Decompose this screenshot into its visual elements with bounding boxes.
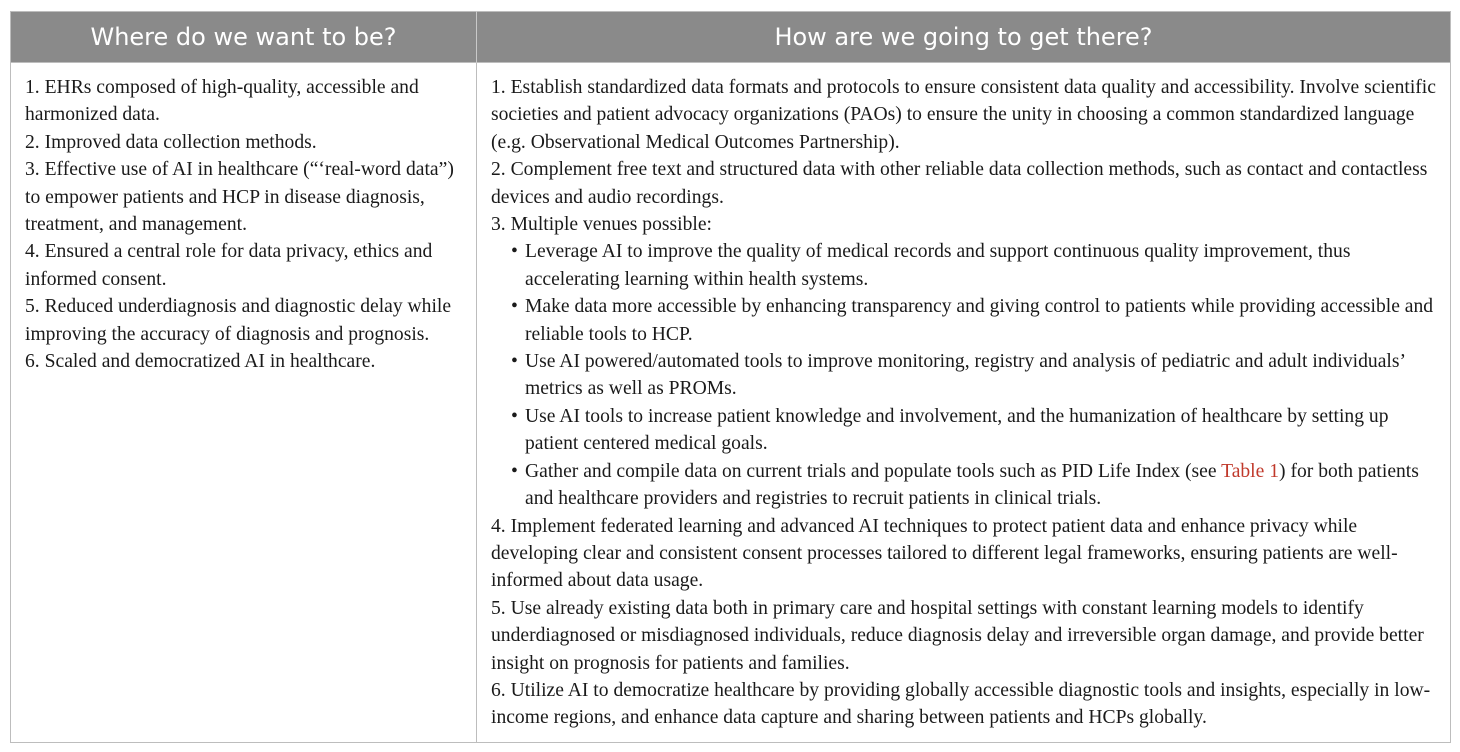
- action-item: 6. Utilize AI to democratize healthcare by providing globally accessible diagnostic tools and insights, especially in low-income regions, and enhance data capture and sharing between patients and HCPs globally.: [491, 679, 1431, 729]
- action-item: 1. Establish standardized data formats and protocols to ensure consistent data quality and accessibility. Involve scientific societies and patient advocacy organizations (PAOs) to ensure the unity in choosing a common standardized language (e.g. Observational Medical Outcomes Partnership).: [491, 77, 1436, 153]
- actions-cell: [477, 63, 1451, 743]
- venue-text: Use AI powered/automated tools to improve monitoring, registry and analysis of pediatric and adult individuals’ metrics as well as PROMs.: [525, 351, 1405, 400]
- roadmap-table: [10, 11, 1451, 743]
- bullet-icon: •: [511, 241, 518, 263]
- bullet-icon: •: [511, 351, 518, 373]
- header-where-do-we-want-to-be: Where do we want to be?: [11, 12, 477, 63]
- venue-text: Leverage AI to improve the quality of medical records and support continuous quality improvement, thus accelerating learning within health systems.: [525, 241, 1351, 290]
- goal-item: 1. EHRs composed of high-quality, accessible and harmonized data.: [25, 77, 419, 126]
- venue-text: Use AI tools to increase patient knowledge and involvement, and the humanization of healthcare by setting up patient centered medical goals.: [525, 405, 1389, 455]
- action-item: 2. Complement free text and structured data with other reliable data collection methods, such as contact and contactless devices and audio recordings.: [491, 159, 1428, 208]
- action-item: 5. Use already existing data both in primary care and hospital settings with constant learning models to identify underdiagnosed or misdiagnosed individuals, reduce diagnosis delay and irreversible organ damage, and provide better insight on prognosis for patients and families.: [491, 597, 1424, 674]
- goal-item: 2. Improved data collection methods.: [25, 131, 317, 153]
- table-1-link[interactable]: Table 1: [1221, 460, 1280, 482]
- venues-list: [491, 238, 1436, 512]
- list-item: [491, 348, 1436, 403]
- bullet-icon: •: [511, 460, 518, 482]
- goals-cell: [11, 63, 477, 743]
- action-item: 3. Multiple venues possible:: [491, 214, 712, 236]
- list-item: [491, 403, 1436, 458]
- action-item: 4. Implement federated learning and advanced AI techniques to protect patient data and enhance privacy while developing clear and consistent consent processes tailored to different legal frameworks, ensuring patients are well-informed about data usage.: [491, 515, 1398, 592]
- venue-text-after: ) for both patients and healthcare providers and registries to recruit patients in clinical trials.: [525, 460, 1419, 510]
- goal-item: 3. Effective use of AI in healthcare (“‘real-word data”) to empower patients and HCP in disease diagnosis, treatment, and management.: [25, 159, 454, 236]
- header-row: [11, 12, 1451, 63]
- venue-text: Make data more accessible by enhancing transparency and giving control to patients while providing accessible and reliable tools to HCP.: [525, 296, 1434, 345]
- list-item: [491, 238, 1436, 293]
- header-how-are-we-going-to-get-there: How are we going to get there?: [477, 12, 1451, 63]
- goal-item: 6. Scaled and democratized AI in healthcare.: [25, 351, 376, 373]
- goal-item: 5. Reduced underdiagnosis and diagnostic delay while improving the accuracy of diagnosis and prognosis.: [25, 296, 452, 345]
- list-item: [491, 293, 1436, 348]
- list-item: [491, 458, 1436, 513]
- venue-text-before: Gather and compile data on current trials and populate tools such as PID Life Index (see: [525, 460, 1222, 482]
- table-row: [11, 63, 1451, 743]
- bullet-icon: •: [511, 405, 518, 427]
- goal-item: 4. Ensured a central role for data privacy, ethics and informed consent.: [25, 241, 433, 290]
- bullet-icon: •: [511, 296, 518, 318]
